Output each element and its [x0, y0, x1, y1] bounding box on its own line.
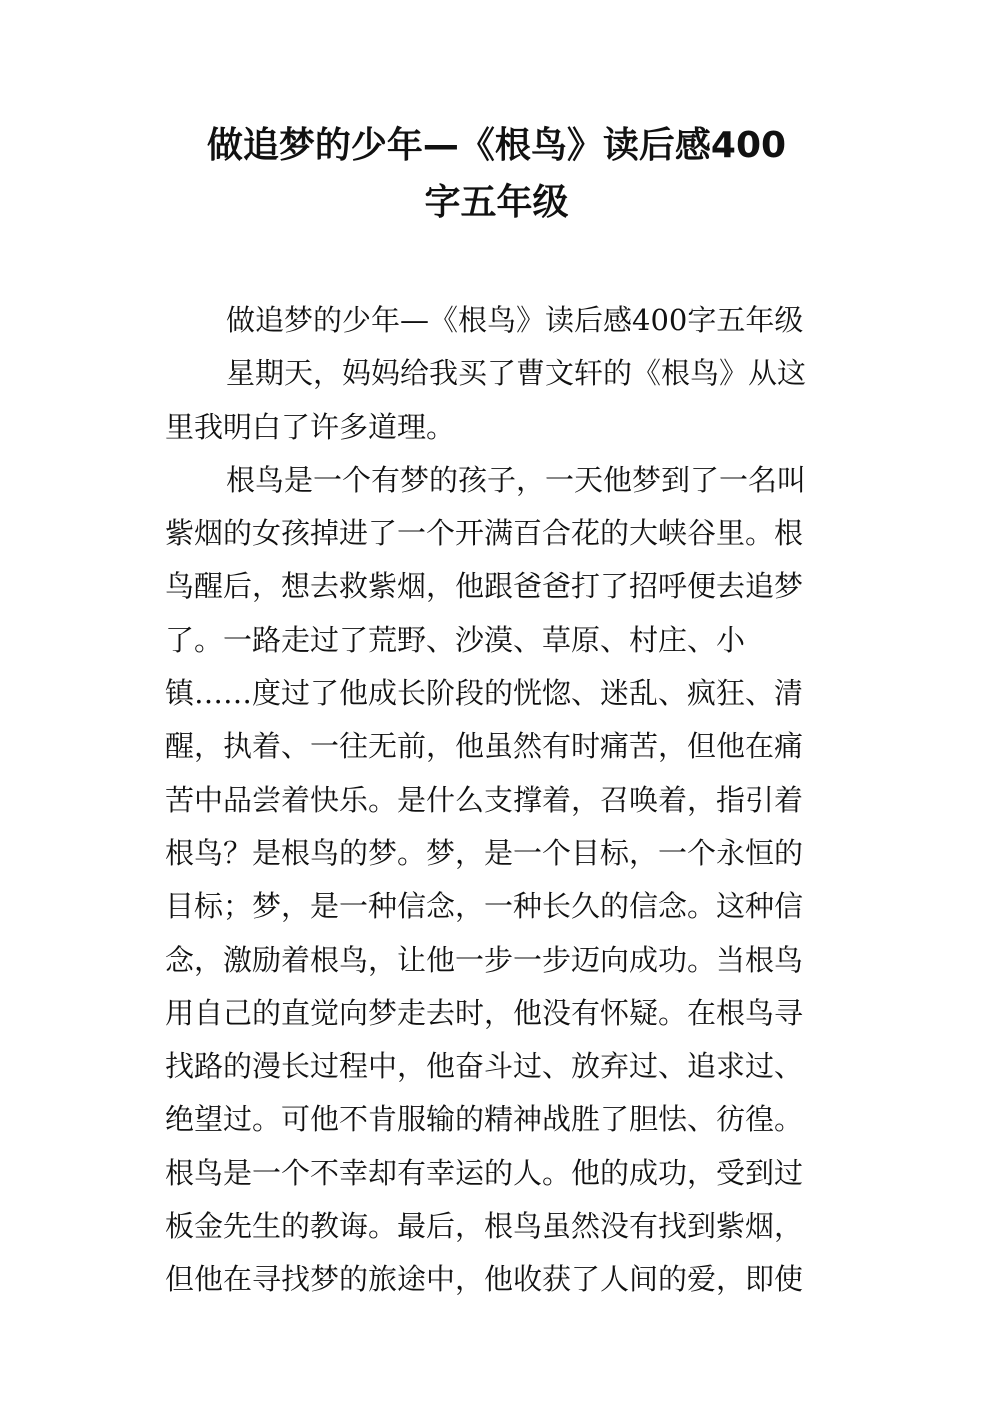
- body-line: 根鸟是一个不幸却有幸运的人。他的成功，受到过: [165, 1155, 804, 1190]
- body-line: 根鸟是一个有梦的孩子，一天他梦到了一名叫: [226, 462, 807, 497]
- body-line: 做追梦的少年—《根鸟》读后感400字五年级: [226, 303, 804, 337]
- body-line: 镇……度过了他成长阶段的恍惚、迷乱、疯狂、清: [165, 676, 804, 711]
- body-line: 用自己的直觉向梦走去时，他没有怀疑。在根鸟寻: [165, 995, 804, 1030]
- document-title: [150, 117, 843, 231]
- document-body: [165, 294, 845, 1307]
- title-line: 做追梦的少年—《根鸟》读后感400: [206, 125, 787, 166]
- body-line: 念，激励着根鸟，让他一步一步迈向成功。当根鸟: [165, 942, 804, 977]
- body-line: 根鸟？是根鸟的梦。梦，是一个目标，一个永恒的: [165, 835, 804, 870]
- body-line: 醒，执着、一往无前，他虽然有时痛苦，但他在痛: [165, 729, 804, 764]
- body-line: 板金先生的教诲。最后，根鸟虽然没有找到紫烟，: [165, 1209, 804, 1244]
- body-line: 了。一路走过了荒野、沙漠、草原、村庄、小: [165, 622, 746, 657]
- body-line: 苦中品尝着快乐。是什么支撑着，召唤着，指引着: [165, 782, 804, 817]
- title-line: 字五年级: [424, 182, 569, 223]
- body-line: 但他在寻找梦的旅途中，他收获了人间的爱，即使: [165, 1262, 804, 1297]
- body-line: 星期天，妈妈给我买了曹文轩的《根鸟》从这: [226, 356, 807, 391]
- body-line: 找路的漫长过程中，他奋斗过、放弃过、追求过、: [165, 1049, 804, 1084]
- body-line: 鸟醒后，想去救紫烟，他跟爸爸打了招呼便去追梦: [165, 569, 804, 604]
- body-line: 里我明白了许多道理。: [165, 409, 456, 444]
- body-line: 绝望过。可他不肯服输的精神战胜了胆怯、彷徨。: [165, 1102, 804, 1137]
- body-line: 目标；梦，是一种信念，一种长久的信念。这种信: [165, 889, 804, 924]
- body-line: 紫烟的女孩掉进了一个开满百合花的大峡谷里。根: [165, 516, 804, 551]
